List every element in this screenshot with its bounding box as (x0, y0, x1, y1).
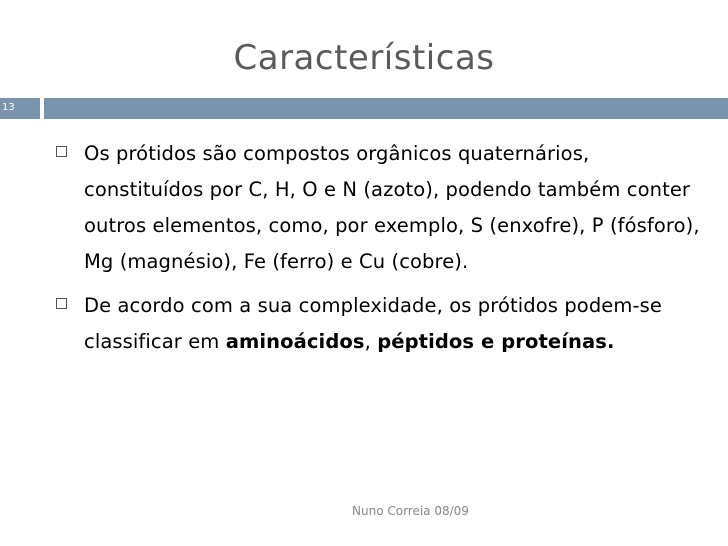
bullet-list (52, 136, 702, 368)
slide-footer: Nuno Correia 08/09 (352, 504, 469, 518)
slide-number: 13 (0, 98, 40, 119)
square-bullet-icon (56, 298, 67, 309)
bullet-item (52, 288, 702, 360)
slide-title: Características (233, 38, 495, 78)
bullet-text-separator: , (364, 330, 378, 353)
header-rule-bar (44, 98, 728, 119)
bullet-text (84, 288, 702, 360)
bullet-item (52, 136, 702, 280)
bold-term-aminoacidos: aminoácidos (225, 330, 365, 353)
bold-term-peptidos-proteinas: péptidos e proteínas. (377, 330, 615, 353)
square-bullet-icon (56, 146, 67, 157)
bullet-text-plain: De acordo com a sua complexidade, os prótidos podem-se classificar em (84, 294, 662, 353)
bullet-text: Os prótidos são compostos orgânicos quaternários, constituídos por C, H, O e N (azoto), podendo também conter outros elementos, como, por exemplo, S (enxofre), P (fósforo), Mg (magnésio), Fe (ferro) e Cu (cobre). (84, 142, 700, 273)
